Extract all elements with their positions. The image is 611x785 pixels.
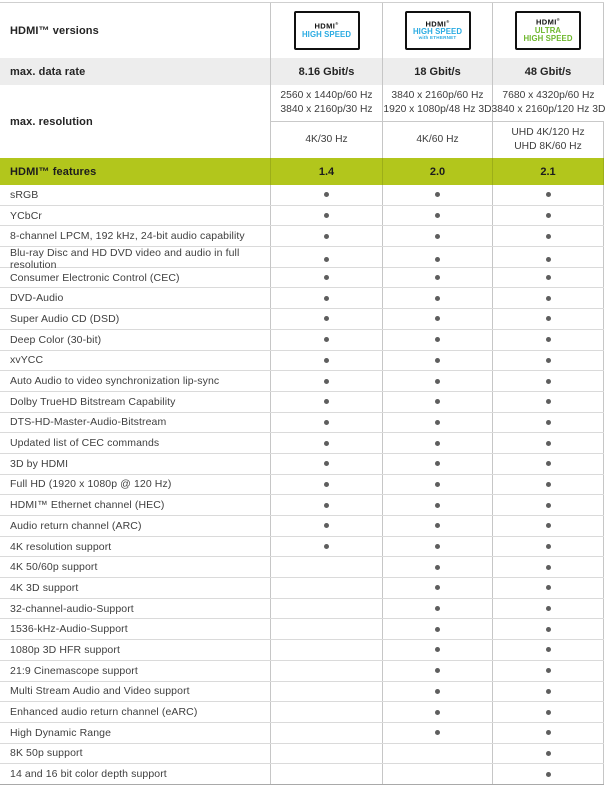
feature-support-cell	[382, 268, 492, 288]
badge-speed-label: HIGH SPEED	[412, 27, 463, 37]
feature-row	[0, 267, 604, 288]
feature-row	[0, 308, 604, 329]
feature-row	[0, 556, 604, 577]
feature-support-cell	[492, 206, 604, 226]
resolution-primary-value: 3840 x 2160p/60 Hz 1920 x 1080p/48 Hz 3D	[382, 85, 492, 122]
feature-support-cell	[382, 185, 492, 205]
support-dot	[435, 647, 440, 652]
resolution-secondary-value: UHD 4K/120 Hz UHD 8K/60 Hz	[492, 122, 604, 158]
feature-support-cell	[270, 392, 382, 412]
feature-support-cell	[270, 475, 382, 495]
feature-label: sRGB	[10, 188, 39, 201]
feature-row	[0, 536, 604, 557]
support-dot	[546, 751, 551, 756]
support-dot	[546, 461, 551, 466]
support-dot	[546, 772, 551, 777]
hdmi-version-number: 1.4	[270, 158, 382, 185]
support-dot	[435, 234, 440, 239]
hdmi-logo-text: HDMI®	[314, 21, 339, 31]
feature-support-cell	[492, 475, 604, 495]
data-rate-value: 48 Gbit/s	[492, 58, 604, 85]
support-dot	[435, 379, 440, 384]
feature-label: 1080p 3D HFR support	[10, 643, 120, 656]
support-dot	[324, 441, 329, 446]
feature-label: Updated list of CEC commands	[10, 437, 160, 450]
feature-support-cell	[270, 557, 382, 577]
feature-row	[0, 618, 604, 639]
feature-support-cell	[492, 599, 604, 619]
feature-support-cell	[382, 371, 492, 391]
feature-label: Enhanced audio return channel (eARC)	[10, 706, 198, 719]
badge-cell-hdmi-1-4	[270, 3, 382, 58]
feature-support-cell	[270, 413, 382, 433]
feature-label: 4K resolution support	[10, 540, 112, 553]
feature-support-cell	[382, 557, 492, 577]
feature-label: 21:9 Cinemascope support	[10, 664, 138, 677]
support-dot	[324, 296, 329, 301]
feature-support-cell	[382, 392, 492, 412]
support-dot	[435, 503, 440, 508]
feature-row	[0, 763, 604, 784]
support-dot	[546, 606, 551, 611]
feature-support-cell	[382, 454, 492, 474]
feature-support-cell	[382, 330, 492, 350]
feature-label: Audio return channel (ARC)	[10, 519, 142, 532]
feature-support-cell	[492, 351, 604, 371]
support-dot	[435, 461, 440, 466]
resolution-secondary-value: 4K/60 Hz	[382, 122, 492, 158]
feature-row	[0, 474, 604, 495]
feature-support-cell	[492, 268, 604, 288]
feature-support-cell	[492, 723, 604, 743]
feature-row	[0, 515, 604, 536]
feature-support-cell	[492, 413, 604, 433]
feature-label: 4K 50/60p support	[10, 561, 98, 574]
feature-support-cell	[270, 619, 382, 639]
badge-speed-label: ULTRA	[534, 25, 562, 35]
feature-support-cell	[382, 723, 492, 743]
support-dot	[324, 275, 329, 280]
feature-row	[0, 494, 604, 515]
support-dot	[324, 358, 329, 363]
support-dot	[435, 420, 440, 425]
feature-support-cell	[270, 288, 382, 308]
support-dot	[324, 257, 329, 262]
resolution-secondary-value: 4K/30 Hz	[270, 122, 382, 158]
feature-support-cell	[382, 764, 492, 784]
feature-label: Blu-ray Disc and HD DVD video and audio in full resolution	[10, 247, 240, 272]
features-header-row	[0, 158, 604, 185]
data-rate-row	[0, 58, 604, 85]
support-dot	[435, 689, 440, 694]
support-dot	[435, 358, 440, 363]
resolution-primary-value: 7680 x 4320p/60 Hz 3840 x 2160p/120 Hz 3D	[492, 85, 604, 122]
feature-support-cell	[270, 371, 382, 391]
feature-support-cell	[382, 516, 492, 536]
support-dot	[435, 213, 440, 218]
hdmi-high-speed-ethernet-badge	[405, 11, 471, 50]
feature-row	[0, 598, 604, 619]
support-dot	[435, 482, 440, 487]
feature-support-cell	[492, 557, 604, 577]
support-dot	[435, 399, 440, 404]
feature-support-cell	[382, 537, 492, 557]
feature-support-cell	[270, 578, 382, 598]
feature-label: Multi Stream Audio and Video support	[10, 685, 190, 698]
feature-support-cell	[492, 495, 604, 515]
support-dot	[435, 627, 440, 632]
feature-label: 3D by HDMI	[10, 457, 69, 470]
feature-support-cell	[270, 185, 382, 205]
feature-support-cell	[382, 619, 492, 639]
support-dot	[546, 441, 551, 446]
feature-support-cell	[382, 288, 492, 308]
feature-label: Deep Color (30-bit)	[10, 333, 102, 346]
support-dot	[324, 461, 329, 466]
feature-support-cell	[270, 206, 382, 226]
feature-row	[0, 370, 604, 391]
data-rate-value: 18 Gbit/s	[382, 58, 492, 85]
feature-row	[0, 246, 604, 272]
data-rate-value: 8.16 Gbit/s	[270, 58, 382, 85]
support-dot	[546, 399, 551, 404]
feature-label: DTS-HD-Master-Audio-Bitstream	[10, 416, 167, 429]
support-dot	[546, 565, 551, 570]
feature-row	[0, 577, 604, 598]
support-dot	[435, 710, 440, 715]
support-dot	[546, 647, 551, 652]
feature-row	[0, 412, 604, 433]
feature-label: 8K 50p support	[10, 747, 83, 760]
feature-label: 4K 3D support	[10, 581, 79, 594]
support-dot	[546, 257, 551, 262]
badge-ethernet-label: with ETHERNET	[418, 35, 457, 41]
support-dot	[435, 441, 440, 446]
support-dot	[546, 482, 551, 487]
feature-support-cell	[492, 392, 604, 412]
feature-support-cell	[270, 516, 382, 536]
feature-row	[0, 350, 604, 371]
support-dot	[546, 337, 551, 342]
feature-label: YCbCr	[10, 209, 43, 222]
versions-row	[0, 3, 604, 58]
feature-support-cell	[270, 537, 382, 557]
support-dot	[435, 257, 440, 262]
badge-cell-hdmi-2-0	[382, 3, 492, 58]
hdmi-logo-text: HDMI®	[425, 18, 450, 29]
feature-support-cell	[382, 475, 492, 495]
support-dot	[546, 585, 551, 590]
feature-support-cell	[492, 578, 604, 598]
feature-label: 1536-kHz-Audio-Support	[10, 623, 128, 636]
feature-support-cell	[492, 764, 604, 784]
support-dot	[546, 234, 551, 239]
feature-support-cell	[492, 516, 604, 536]
support-dot	[435, 544, 440, 549]
feature-support-cell	[270, 764, 382, 784]
feature-row	[0, 225, 604, 246]
badge-cell-hdmi-2-1	[492, 3, 604, 58]
support-dot	[324, 482, 329, 487]
feature-support-cell	[492, 433, 604, 453]
feature-support-cell	[270, 454, 382, 474]
feature-label: High Dynamic Range	[10, 726, 112, 739]
support-dot	[546, 730, 551, 735]
hdmi-version-number: 2.1	[492, 158, 604, 185]
feature-label: Consumer Electronic Control (CEC)	[10, 271, 180, 284]
feature-row	[0, 391, 604, 412]
support-dot	[546, 192, 551, 197]
support-dot	[546, 710, 551, 715]
feature-support-cell	[492, 454, 604, 474]
feature-support-cell	[270, 495, 382, 515]
support-dot	[546, 544, 551, 549]
feature-support-cell	[492, 640, 604, 660]
feature-row	[0, 185, 604, 205]
feature-support-cell	[492, 744, 604, 764]
support-dot	[324, 192, 329, 197]
feature-label: Super Audio CD (DSD)	[10, 312, 120, 325]
feature-support-cell	[382, 702, 492, 722]
feature-support-cell	[382, 640, 492, 660]
support-dot	[435, 730, 440, 735]
feature-support-cell	[270, 433, 382, 453]
feature-support-cell	[270, 640, 382, 660]
hdmi-logo-text: HDMI®	[535, 17, 561, 27]
feature-support-cell	[492, 185, 604, 205]
support-dot	[546, 358, 551, 363]
badge-speed-label: HIGH SPEED	[301, 29, 352, 39]
feature-row	[0, 722, 604, 743]
feature-support-cell	[382, 495, 492, 515]
support-dot	[546, 627, 551, 632]
support-dot	[324, 337, 329, 342]
feature-support-cell	[270, 599, 382, 619]
feature-label: Auto Audio to video synchronization lip-sync	[10, 375, 220, 388]
support-dot	[435, 565, 440, 570]
feature-label: HDMI™ Ethernet channel (HEC)	[10, 499, 165, 512]
resolution-row	[0, 85, 604, 158]
support-dot	[435, 337, 440, 342]
support-dot	[435, 585, 440, 590]
support-dot	[324, 213, 329, 218]
feature-support-cell	[382, 682, 492, 702]
features-header-label: HDMI™ features	[10, 165, 97, 178]
support-dot	[324, 420, 329, 425]
versions-label: HDMI™ versions	[10, 24, 99, 37]
feature-support-cell	[270, 744, 382, 764]
support-dot	[546, 503, 551, 508]
hdmi-ultra-high-speed-badge	[515, 11, 581, 50]
support-dot	[546, 275, 551, 280]
hdmi-high-speed-badge	[294, 11, 360, 50]
feature-row	[0, 453, 604, 474]
feature-support-cell	[270, 661, 382, 681]
feature-label: 14 and 16 bit color depth support	[10, 768, 167, 781]
feature-support-cell	[492, 330, 604, 350]
support-dot	[435, 296, 440, 301]
support-dot	[324, 523, 329, 528]
feature-support-cell	[382, 744, 492, 764]
support-dot	[435, 668, 440, 673]
feature-support-cell	[270, 226, 382, 246]
support-dot	[435, 275, 440, 280]
support-dot	[435, 606, 440, 611]
feature-support-cell	[382, 599, 492, 619]
support-dot	[546, 296, 551, 301]
feature-label: 8-channel LPCM, 192 kHz, 24-bit audio capability	[10, 230, 245, 243]
hdmi-version-number: 2.0	[382, 158, 492, 185]
support-dot	[546, 689, 551, 694]
feature-support-cell	[382, 433, 492, 453]
feature-row	[0, 432, 604, 453]
features-body	[0, 185, 604, 784]
support-dot	[324, 544, 329, 549]
feature-support-cell	[492, 702, 604, 722]
feature-label: Full HD (1920 x 1080p @ 120 Hz)	[10, 478, 172, 491]
support-dot	[435, 523, 440, 528]
resolution-primary-value: 2560 x 1440p/60 Hz 3840 x 2160p/30 Hz	[270, 85, 382, 122]
support-dot	[546, 420, 551, 425]
feature-support-cell	[270, 268, 382, 288]
feature-row	[0, 681, 604, 702]
feature-support-cell	[382, 351, 492, 371]
support-dot	[435, 192, 440, 197]
feature-support-cell	[382, 578, 492, 598]
feature-label: Dolby TrueHD Bitstream Capability	[10, 395, 176, 408]
feature-support-cell	[492, 682, 604, 702]
feature-support-cell	[270, 702, 382, 722]
feature-row	[0, 287, 604, 308]
feature-support-cell	[270, 330, 382, 350]
feature-support-cell	[270, 723, 382, 743]
support-dot	[324, 503, 329, 508]
feature-support-cell	[270, 309, 382, 329]
support-dot	[546, 668, 551, 673]
support-dot	[324, 234, 329, 239]
support-dot	[324, 316, 329, 321]
feature-support-cell	[270, 682, 382, 702]
support-dot	[546, 379, 551, 384]
feature-row	[0, 329, 604, 350]
feature-label: DVD-Audio	[10, 292, 64, 305]
support-dot	[546, 523, 551, 528]
feature-support-cell	[492, 309, 604, 329]
feature-support-cell	[382, 413, 492, 433]
feature-row	[0, 743, 604, 764]
feature-support-cell	[492, 288, 604, 308]
feature-row	[0, 660, 604, 681]
data-rate-label: max. data rate	[10, 65, 86, 78]
feature-support-cell	[382, 206, 492, 226]
feature-support-cell	[492, 661, 604, 681]
feature-support-cell	[270, 351, 382, 371]
support-dot	[546, 213, 551, 218]
feature-row	[0, 701, 604, 722]
feature-support-cell	[492, 619, 604, 639]
feature-support-cell	[492, 537, 604, 557]
feature-support-cell	[382, 226, 492, 246]
feature-row	[0, 205, 604, 226]
support-dot	[435, 316, 440, 321]
feature-support-cell	[382, 661, 492, 681]
feature-label: 32-channel-audio-Support	[10, 602, 134, 615]
support-dot	[324, 399, 329, 404]
feature-support-cell	[382, 309, 492, 329]
support-dot	[324, 379, 329, 384]
feature-support-cell	[492, 226, 604, 246]
feature-label: xvYCC	[10, 354, 44, 367]
support-dot	[546, 316, 551, 321]
resolution-label: max. resolution	[10, 115, 93, 128]
feature-row	[0, 639, 604, 660]
hdmi-comparison-table	[0, 2, 604, 785]
feature-support-cell	[492, 371, 604, 391]
badge-speed-label: HIGH SPEED	[523, 33, 573, 43]
